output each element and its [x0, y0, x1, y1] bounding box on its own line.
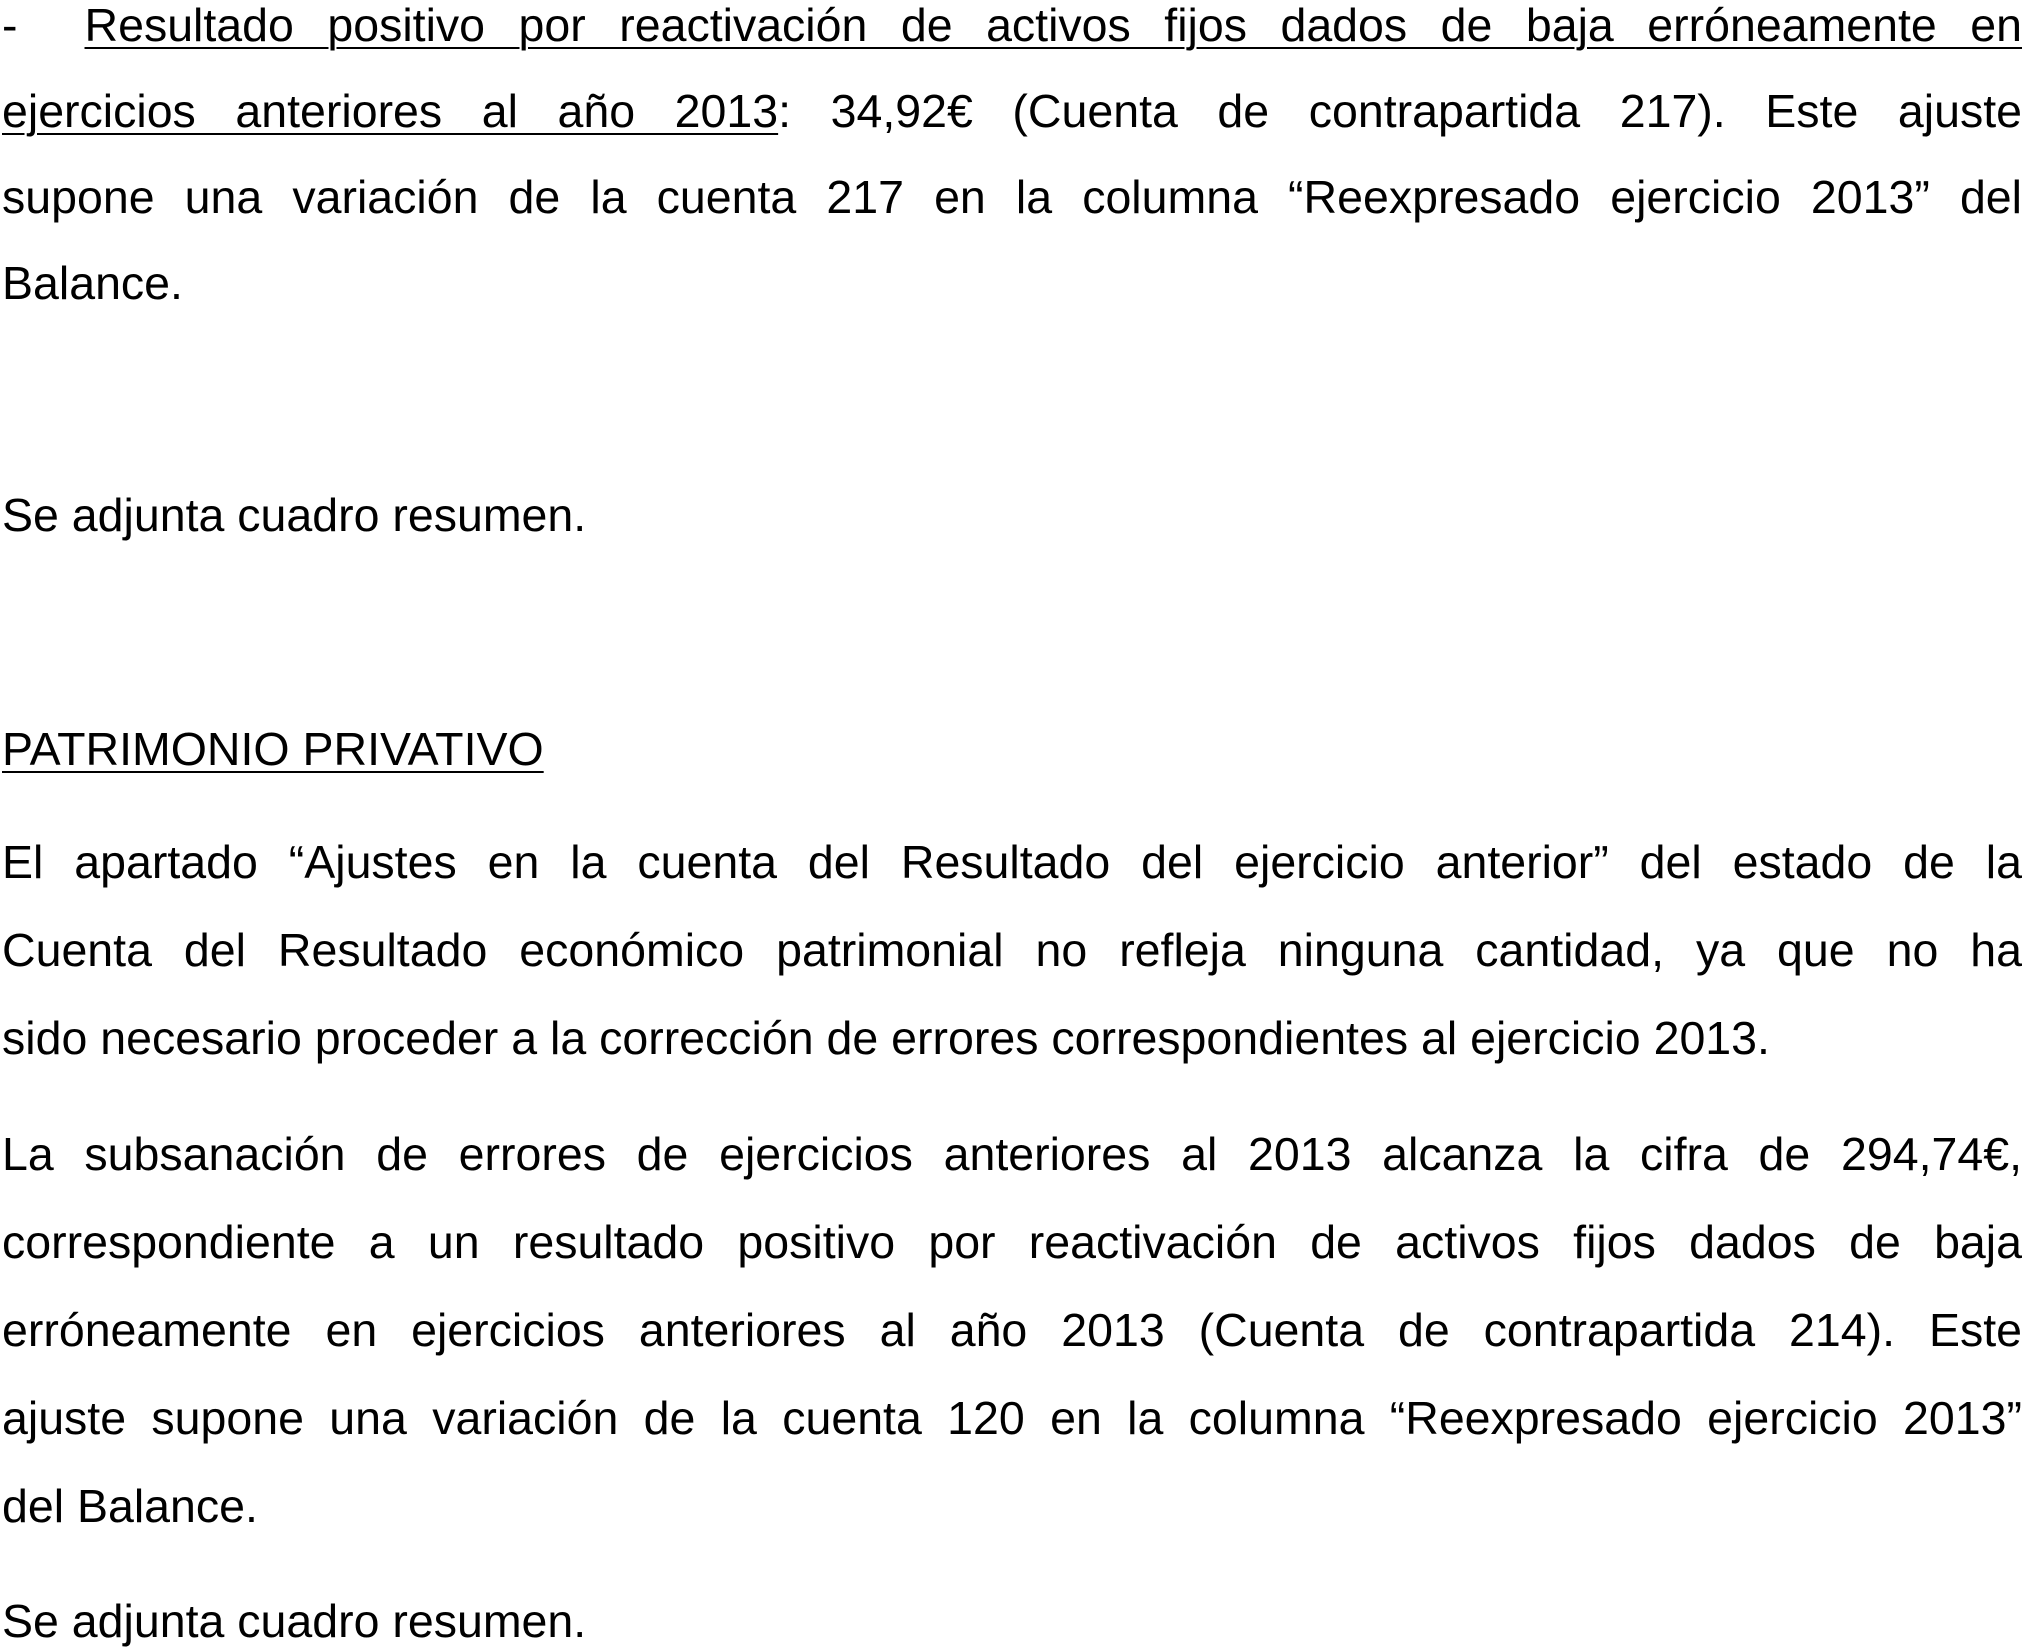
attach-note-2: Se adjunta cuadro resumen. [2, 1595, 587, 1647]
attach-note-1: Se adjunta cuadro resumen. [2, 489, 587, 541]
bullet-underlined-text-2: ejercicios anteriores al año 2013 [2, 85, 779, 137]
paragraph-1-line-3: sido necesario proceder a la corrección de errores correspondientes al ejercicio 2013. [2, 1012, 1770, 1064]
paragraph-2-line-4: ajuste supone una variación de la cuenta 120 en la columna “Reexpresado ejercicio 2013” [2, 1392, 2022, 1444]
paragraph-1-line-2: Cuenta del Resultado económico patrimonial no refleja ninguna cantidad, ya que no ha [2, 924, 2022, 976]
paragraph-2-line-3: erróneamente en ejercicios anteriores al año 2013 (Cuenta de contrapartida 214). Este [2, 1304, 2022, 1356]
bullet-line-4: Balance. [2, 257, 183, 309]
bullet-line-2-rest: : 34,92€ (Cuenta de contrapartida 217). Este ajuste [778, 85, 2023, 137]
paragraph-2-line-5: del Balance. [2, 1480, 258, 1532]
section-heading-text: PATRIMONIO PRIVATIVO [2, 723, 544, 775]
paragraph-2-line-1: La subsanación de errores de ejercicios anteriores al 2013 alcanza la cifra de 294,74€, [2, 1128, 2022, 1180]
bullet-line-3: supone una variación de la cuenta 217 en la columna “Reexpresado ejercicio 2013” del [2, 171, 2022, 223]
bullet-dash: - [2, 0, 18, 51]
paragraph-2-line-2: correspondiente a un resultado positivo por reactivación de activos fijos dados de baja [2, 1216, 2022, 1268]
paragraph-1-line-1: El apartado “Ajustes en la cuenta del Resultado del ejercicio anterior” del estado de la [2, 836, 2022, 888]
bullet-underlined-text-1: Resultado positivo por reactivación de activos fijos dados de baja erróneamente en [84, 0, 2022, 51]
bullet-line-2 [2, 85, 2023, 137]
section-heading [2, 723, 544, 775]
bullet-line-1 [2, 2, 2022, 49]
